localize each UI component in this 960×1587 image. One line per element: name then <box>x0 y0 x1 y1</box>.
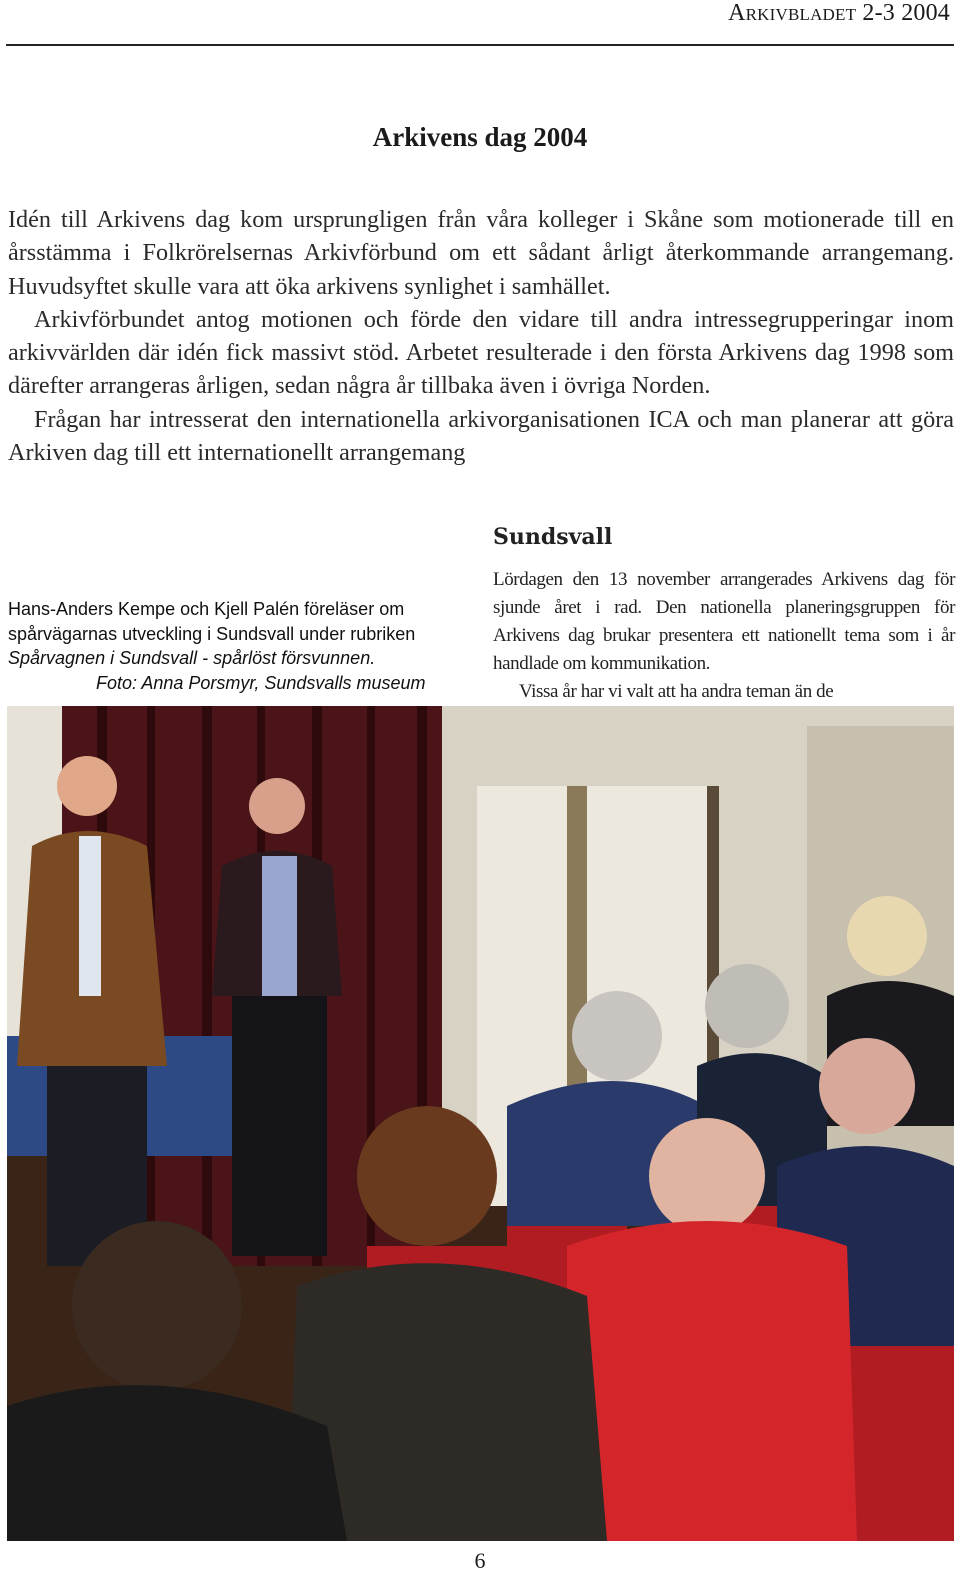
lecture-photo-illustration <box>7 706 954 1541</box>
lecture-photo <box>7 706 954 1541</box>
page-number: 6 <box>474 1548 486 1573</box>
photo-credit: Foto: Anna Porsmyr, Sundsvalls museum <box>96 672 426 693</box>
header-rule <box>6 44 954 46</box>
journal-name: Arkivbladet <box>728 0 857 26</box>
intro-paragraph-2: Arkivförbundet antog motionen och förde den vidare till andra intressegrupperingar inom arkivvärlden där idén fick massivt stöd. Arbetet resulterade i den första Arkivens dag 1998 som därefter arrangeras årligen, sedan några år tillbaka även i övriga Norden. <box>8 305 954 400</box>
sidebar-column <box>493 524 955 706</box>
intro-paragraph-3: Frågan har intresserat den internationella arkivorganisationen ICA och man planerar att göra Arkiven dag till ett internationellt arrangemang <box>8 405 954 467</box>
sidebar-paragraph-2: Vissa år har vi valt att ha andra teman än de <box>519 681 834 702</box>
intro-paragraph-1: Idén till Arkivens dag kom ursprungligen från våra kolleger i Skåne som motionerade till en årsstämma i Folkrörelsernas Arkivförbund om ett sådant årligt återkommande arrangemang. Huvudsyftet skulle vara att öka arkivens synlighet i samhället. <box>8 206 954 300</box>
caption-text: Hans-Anders Kempe och Kjell Palén föreläser om spårvägarnas utveckling i Sundsvall under rubriken <box>8 599 416 644</box>
article-title: Arkivens dag 2004 <box>372 122 588 152</box>
sidebar-heading: Sundsvall <box>493 524 613 550</box>
issue-number: 2-3 2004 <box>862 0 950 26</box>
intro-text <box>8 203 954 469</box>
sidebar-paragraph-1: Lördagen den 13 november arrangerades Arkivens dag för sjunde året i rad. Den nationella planeringsgruppen för Arkivens dag brukar presentera ett nationellt tema som i år handlade om kommunikation. <box>493 569 955 674</box>
running-header <box>728 0 950 27</box>
caption-lecture-title: Spårvagnen i Sundsvall - spårlöst försvunnen. <box>8 648 376 668</box>
photo-caption <box>8 597 468 695</box>
